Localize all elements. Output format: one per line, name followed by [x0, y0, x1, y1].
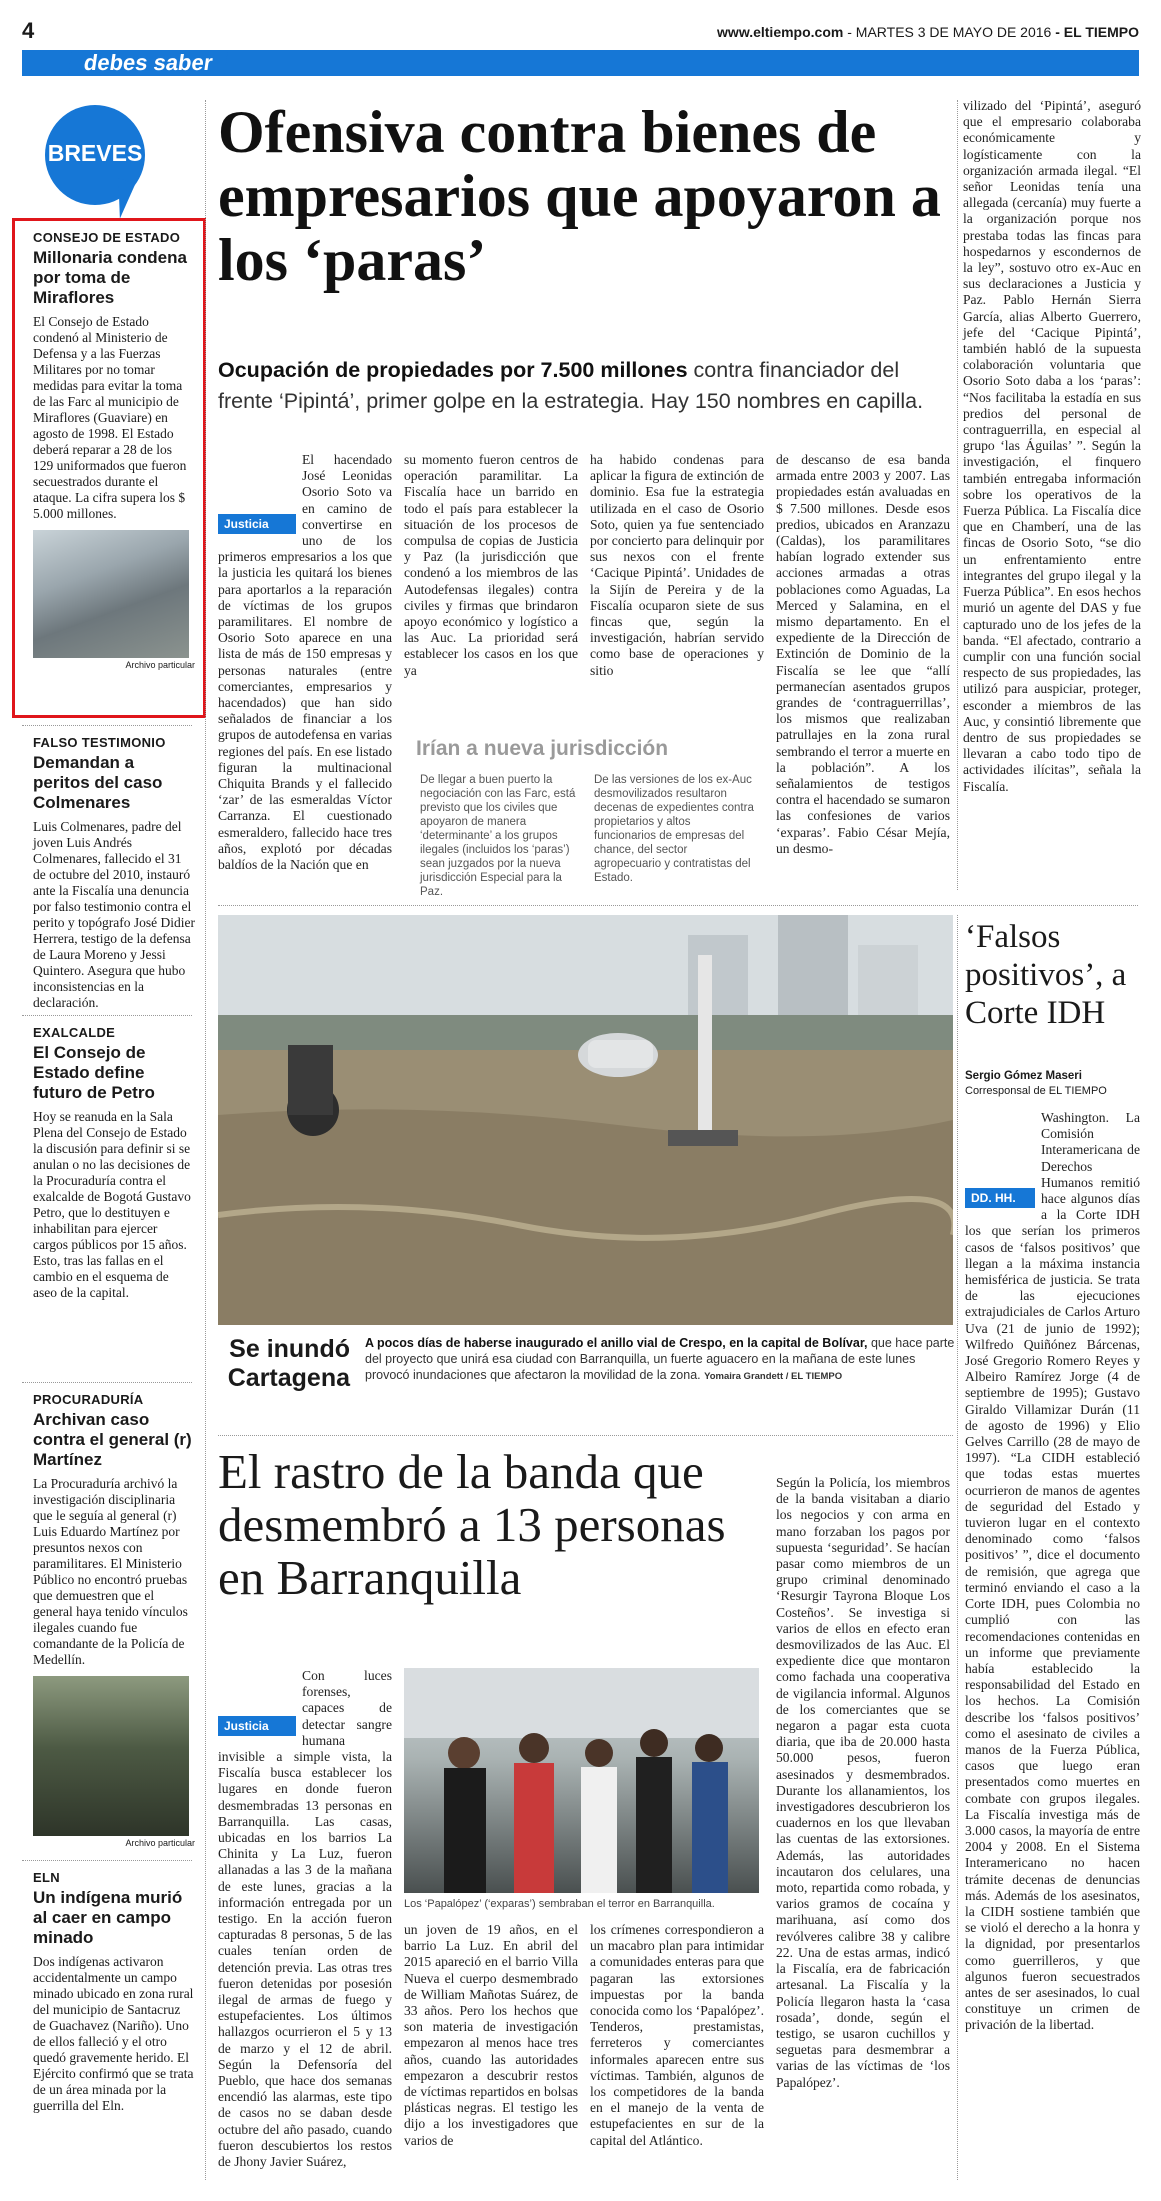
- banda-photo-art: [404, 1668, 759, 1893]
- caption-credit: Yomaira Grandett / EL TIEMPO: [704, 1371, 843, 1382]
- box-title: Irían a nueva jurisdicción: [416, 737, 669, 760]
- divider: [22, 1382, 192, 1383]
- divider: [218, 1435, 953, 1436]
- sidebar-rule: [205, 100, 206, 2180]
- lead-headline[interactable]: Ofensiva contra bienes de empresarios que apoyaron a los ‘paras’: [218, 99, 941, 293]
- divider: [218, 905, 1138, 906]
- brief-body: El Consejo de Estado condenó al Ministerio de Defensa y a las Fuerzas Militares por no tomar medidas para evitar la toma de las Farc al municipio de Miraflores (Guaviare) en agosto de 1998. El Estado deberá reparar a 28 de los 129 uniformados que fueron secuestrados durante el ataque. La cifra supera los $ 5.000 millones.: [33, 314, 187, 521]
- brief-kicker: ELN: [33, 1870, 60, 1885]
- jurisdiction-box: [404, 733, 764, 898]
- idh-author-role: Corresponsal de EL TIEMPO: [965, 1085, 1107, 1097]
- section-tag: Justicia: [218, 1716, 296, 1736]
- banda-photo-caption: Los ‘Papalópez’ (‘exparas’) sembraban el terror en Barranquilla.: [404, 1898, 715, 1910]
- lead-subhead: [218, 355, 948, 417]
- photo-credit: Archivo particular: [125, 660, 195, 670]
- brief-3: [33, 1025, 195, 1301]
- brief-title[interactable]: El Consejo de Estado define futuro de Petro: [33, 1043, 155, 1102]
- idh-body-wrap: [965, 1110, 1140, 2034]
- brief-kicker: EXALCALDE: [33, 1025, 116, 1040]
- brief-kicker: CONSEJO DE ESTADO: [33, 230, 181, 245]
- page-number: 4: [22, 18, 35, 43]
- brief-photo: [33, 1676, 189, 1836]
- folio: www.eltiempo.com - MARTES 3 DE MAYO DE 2016 - EL TIEMPO: [717, 24, 1139, 40]
- breves-label: BREVES: [47, 140, 143, 166]
- brief-body: La Procuraduría archivó la investigación disciplinaria que le seguía al general (r) Luis Eduardo Martínez por presuntos nexos con paramilitares. El Ministerio Público no encontró pruebas que demuestren que el general haya tenido vínculos ilegales cuando fue comandante de la Policía de Medellín.: [33, 1476, 188, 1667]
- column-rule: [957, 915, 958, 2180]
- lead-col-2: [404, 452, 578, 679]
- divider: [22, 1860, 192, 1861]
- flood-photo: [218, 915, 953, 1325]
- paper-name: EL TIEMPO: [1063, 24, 1139, 40]
- flood-caption: [365, 1335, 955, 1385]
- flood-photo-art: [218, 915, 953, 1325]
- idh-author: Sergio Gómez Maseri: [965, 1070, 1082, 1082]
- brief-kicker: PROCURADURÍA: [33, 1392, 144, 1407]
- brief-title[interactable]: Un indígena murió al caer en campo minado: [33, 1888, 183, 1947]
- section-tag: Justicia: [218, 514, 296, 534]
- second-text: Con luces forenses, capaces de detectar sangre humana invisible a simple vista, la Fiscalía busca establecer los lugares en donde fueron desmembradas 13 personas en Barranquilla. Las casas, ubicadas en los barrios La Chinita y La Luz, fueron allanadas a las 3 de la mañana de este lunes, gracias a la información entregada por un testigo. En la acción fueron capturadas 8 personas, 5 de las cuales tenían orden de detención previa. Las otras tres fueron detenidas por posesión ilegal de armas de fuego y estupefacientes. Los últimos hallazgos ocurrieron el 5 y 13 de marzo y el 12 de abril. Según la Defensoría del Pueblo, que hace dos semanas encendió las alarmas, este tipo de casos no se daban desde octubre del año pasado, cuando fueron descubiertos los restos de Jhony Javier Suárez,: [218, 1668, 392, 2170]
- caption-rest: que hace parte del proyecto que unirá esa ciudad con Barranquilla, un fuerte aguacero en la mañana de este lunes provocó inundaciones que afectaron la movilidad de la zona.: [365, 1336, 955, 1382]
- brief-photo: [33, 530, 189, 658]
- lead-text: vilizado del ‘Pipintá’, aseguró que el empresario colaboraba económicamente y logísticamente con la organización armada ilegal. “El señor Leonidas tenía una allegada (cercanía) muy fuerte a la organización porque nos prestaba todas las fincas para hospedarnos y escondernos de la ley”, sostuvo otro ex-Auc en sus declaraciones a Justicia y Paz. Pablo Hernán Sierra García, alias Alberto Guerrero, jefe del ‘Cacique Pipintá’, también habló de la supuesta colaboración voluntaria que Osorio Soto daba a los ‘paras’: “Nos facilitaba la estadía en sus predios del personal de contraguerrilla, en especial al grupo ‘las Águilas’ ”. Según la investigación, el finquero también entregaba información sobre los operativos de la Fuerza Pública. La Fiscalía dice que en Chamberí, una de las fincas de Osorio Soto, “se dio un enfrentamiento entre integrantes del grupo ilegal y la Fuerza Pública”. En esos hechos murió un agente del DAS y fue capturado uno de los jefes de la banda. “El afectado, contrario a cumplir con una función social respecto de sus propiedades, las utilizó para auspiciar, proteger, esconder a miembros de las Auc, y consintió libremente que dentro de sus propiedades se llevaran a cabo todo tipo de actividades ilícitas”, señala la Fiscalía.: [963, 98, 1141, 794]
- subhead-bold: Ocupación de propiedades por 7.500 millones: [218, 358, 688, 382]
- section-tag: DD. HH.: [965, 1188, 1035, 1208]
- lead-col-1: [218, 452, 392, 873]
- divider: [22, 725, 192, 726]
- lead-text: su momento fueron centros de operación paramilitar. La Fiscalía hace un barrido en todo el país para establecer la situación de los procesos de compulsa de copias de Justicia y Paz (la jurisdicción que condenó a los miembros de las Autodefensas ilegales) contra civiles y firmas que brindaron apoyo económico y logístico a las Auc. La prioridad será establecer los casos en los que ya: [404, 452, 578, 678]
- brief-title[interactable]: Millonaria condena por toma de Miraflores: [33, 248, 187, 307]
- lead-text: ha habido condenas para aplicar la figura de extinción de dominio. Esa fue la estrategia utilizada en el caso de Osorio Soto, quien ya fue sentenciado por concierto para delinquir por sus nexos con el frente ‘Cacique Pipintá’. Unidades de la Sijín de Pereira y de la Fiscalía ocuparon siete de sus fincas que, según la investigación, habrían servido como base de operaciones y sitio: [590, 452, 764, 678]
- box-col-2: De las versiones de los ex-Auc desmovilizados resultaron decenas de expedientes contra propietarios y altos funcionarios de empresas del chance, del sector agropecuario y contratistas del Estado.: [594, 774, 754, 884]
- idh-body: Washington. La Comisión Interamericana de Derechos Humanos remitió hace algunos días a la Corte IDH los que serían los primeros casos de ‘falsos positivos’ que llegan a la máxima instancia hemisférica de justicia. Se trata de las ejecuciones extrajudiciales de Carlos Arturo Uva (21 de junio de 1992); Wilfredo Quiñónez Bárcenas, José Gregorio Romero Reyes y Albeiro Ramírez Jorge (4 de septiembre de 1995); Gustavo Giraldo Villamizar Durán (11 de agosto de 1996) y Elio Gelves Carrillo (28 de mayo de 1997). “La CIDH estableció que todas estas muertes ocurrieron de manos de agentes de seguridad del Estado y tuvieron lugar en el contexto denominado como ‘falsos positivos’ ”, dice el documento de remisión, que agrega que terminó enviando el caso a la Corte IDH, pues Colombia no cumplió con las recomendaciones contenidas en un informe que previamente había establecido la responsabilidad del Estado en los hechos. La Comisión describe los ‘falsos positivos’ como el asesinato de civiles a manos de la Fuerza Pública, casos que luego eran presentados como muertes en combate con grupos ilegales. La Fiscalía investiga más de 3.000 casos, la mayoría de entre 2004 y 2008. En el Sistema Interamericano no hacen trámite decenas de denuncias más. Además de los asesinatos, la CIDH sostiene también que se violó el derecho a la honra y la dignidad, por presentarlos como guerrilleros, y que algunos fueron secuestrados antes de ser asesinados, lo cual constituye un crimen de privación de la libertad.: [965, 1110, 1140, 2033]
- second-col-3: [590, 1922, 764, 2149]
- lead-col-5: [963, 98, 1141, 795]
- brief-1: [33, 230, 195, 670]
- second-text: Según la Policía, los miembros de la banda visitaban a diario los negocios y con arma en mano forzaban los pagos por supuesta ‘seguridad’. Se hacían pasar como miembros de un grupo criminal denominado ‘Resurgir Tayrona Bloque Los Costeños’. Se investiga si varios de ellos en efecto eran desmovilizados de las Auc. El expediente dice que montaron como fachada una cooperativa de vigilancia informal. Algunos de los comerciantes que se negaron a pagar esta cuota diaria, que iba de 20.000 hasta 50.000 pesos, fueron asesinados y desmembrados. Durante los allanamientos, los investigadores descubrieron los cuadernos en los que llevaban las cuentas de las extorsiones. Además, las autoridades incautaron dos celulares, una moto, repartida como robada, y varios gramos de cocaína y marihuana, así como dos revólveres calibre 38 y calibre 22. Una de estas armas, indicó la Fiscalía, era de fabricación artesanal. La Fiscalía y la Policía llegaron hasta la ‘casa rosada’, donde, según el testigo, se usaron cuchillos y seguetas para desmembrar a varias de las víctimas de ‘los Papalópez’.: [776, 1475, 950, 2090]
- brief-2: [33, 735, 195, 1011]
- brief-title[interactable]: Archivan caso contra el general (r) Martínez: [33, 1410, 192, 1469]
- brief-4: [33, 1392, 195, 1848]
- box-col-1: De llegar a buen puerto la negociación con las Farc, está previsto que los civiles que apoyaron de manera ‘determinante’ a los grupos ilegales (incluidos los ‘paras’) sean juzgados por la nueva jurisdicción Especial para la Paz.: [420, 774, 576, 898]
- lead-col-3: [590, 452, 764, 679]
- lead-col-4: [776, 452, 950, 857]
- second-col-2: [404, 1922, 578, 2149]
- lead-text: El hacendado José Leonidas Osorio Soto va en camino de convertirse en uno de los primeros empresarios a los que la justicia les quitará los bienes para aportarlos a la reparación de víctimas de los grupos paramilitares. El nombre de Osorio Soto aparece en una lista de más de 150 empresas y personas naturales (entre comerciantes, empresarios y hacendados) que han sido señalados de financiar a los grupos de autodefensa en varias regiones del país. En ese listado figuran la multinacional Chiquita Brands y el fallecido ‘zar’ de las esmeraldas Víctor Carranza. El cuestionado esmeraldero, fallecido hace tres años, explotó por décadas baldíos de la Nación que en: [218, 452, 392, 873]
- issue-date: MARTES 3 DE MAYO DE 2016: [855, 24, 1052, 40]
- photo-credit: Archivo particular: [125, 1838, 195, 1848]
- section-label: debes saber: [68, 50, 228, 76]
- second-col-4: [776, 1475, 950, 2091]
- banda-photo: [404, 1668, 759, 1893]
- second-text: los crímenes correspondieron a un macabro plan para intimidar a comunidades enteras para que pagaran las extorsiones impuestas por la banda conocida como los ‘Papalópez’. Tenderos, prestamistas, ferreteros y comerciantes informales aparecen entre sus víctimas. También, algunos de los competidores de la banda en el manejo de la venta de estupefacientes en sur de la capital del Atlántico.: [590, 1922, 764, 2148]
- brief-body: Hoy se reanuda en la Sala Plena del Consejo de Estado la discusión para definir si se anulan o no las decisiones de la Procuraduría contra el exalcalde de Bogotá Gustavo Petro, que lo destituyen e inhabilitan para ejercer cargos públicos por 15 años. Esto, tras las fallas en el cambio en el esquema de aseo de la capital.: [33, 1109, 191, 1300]
- caption-bold: A pocos días de haberse inaugurado el anillo vial de Crespo, en la capital de Bolívar,: [365, 1336, 868, 1350]
- second-headline[interactable]: El rastro de la banda que desmembró a 13 personas en Barranquilla: [218, 1444, 726, 1605]
- column-rule: [957, 100, 958, 890]
- idh-headline[interactable]: ‘Falsos positivos’, a Corte IDH: [965, 919, 1127, 1031]
- brief-5: [33, 1870, 195, 2114]
- brief-kicker: FALSO TESTIMONIO: [33, 735, 166, 750]
- divider: [22, 1015, 192, 1016]
- brief-title[interactable]: Demandan a peritos del caso Colmenares: [33, 753, 163, 812]
- lead-text: de descanso de esa banda armada entre 2003 y 2007. Las propiedades están avaluadas en $ 7.500 millones. Desde esos predios, ubicados en Aranzazu (Caldas), los paramilitares habían logrado extender sus acciones armadas a otras poblaciones como Aguadas, La Merced y Salamina, en el mismo departamento. En el expediente de la Dirección de Extinción de Dominio de la Fiscalía se lee que “allí permanecían asentados grupos grandes de ‘contraguerrillas’, los mismos que realizaban patrullajes en la zona rural sembrando el terror a muerte en la población”. A los señalamientos de testigos contra el hacendado se sumaron las confesiones de varios ‘exparas’. Fabio César Mejía, un desmo-: [776, 452, 950, 856]
- site-url[interactable]: www.eltiempo.com: [717, 24, 844, 40]
- flood-caption-title: Se inundó Cartagena: [227, 1335, 350, 1392]
- brief-body: Luis Colmenares, padre del joven Luis Andrés Colmenares, fallecido el 31 de octubre del 2010, instauró ante la Fiscalía una denuncia por falso testimonio contra el perito y topógrafo José Didier Herrera, testigo de la defensa de Laura Moreno y Jessi Quintero. Asegura que hubo inconsistencias en la declaración.: [33, 819, 195, 1010]
- subhead-rest: contra financiador del frente ‘Pipintá’, primer golpe en la estrategia. Hay 150 nombres en capilla.: [218, 358, 924, 413]
- second-text: un joven de 19 años, en el barrio La Luz. En abril del 2015 apareció en el barrio Villa Nueva el cuerpo desmembrado de William Mañotas Suárez, de 33 años. Pero los hechos que son materia de investigación empezaron al menos hace tres años, cuando las autoridades empezaron a descubrir restos de víctimas repartidos en bolsas plásticas negras. El testigo les dijo a los investigadores que varios de: [404, 1922, 578, 2148]
- brief-body: Dos indígenas activaron accidentalmente un campo minado ubicado en zona rural del municipio de Santacruz de Guachavez (Nariño). Uno de ellos falleció y el otro quedó gravemente herido. El Ejército confirmó que se trata de un área minada por la guerrilla del Eln.: [33, 1954, 194, 2113]
- second-col-1: [218, 1668, 392, 2170]
